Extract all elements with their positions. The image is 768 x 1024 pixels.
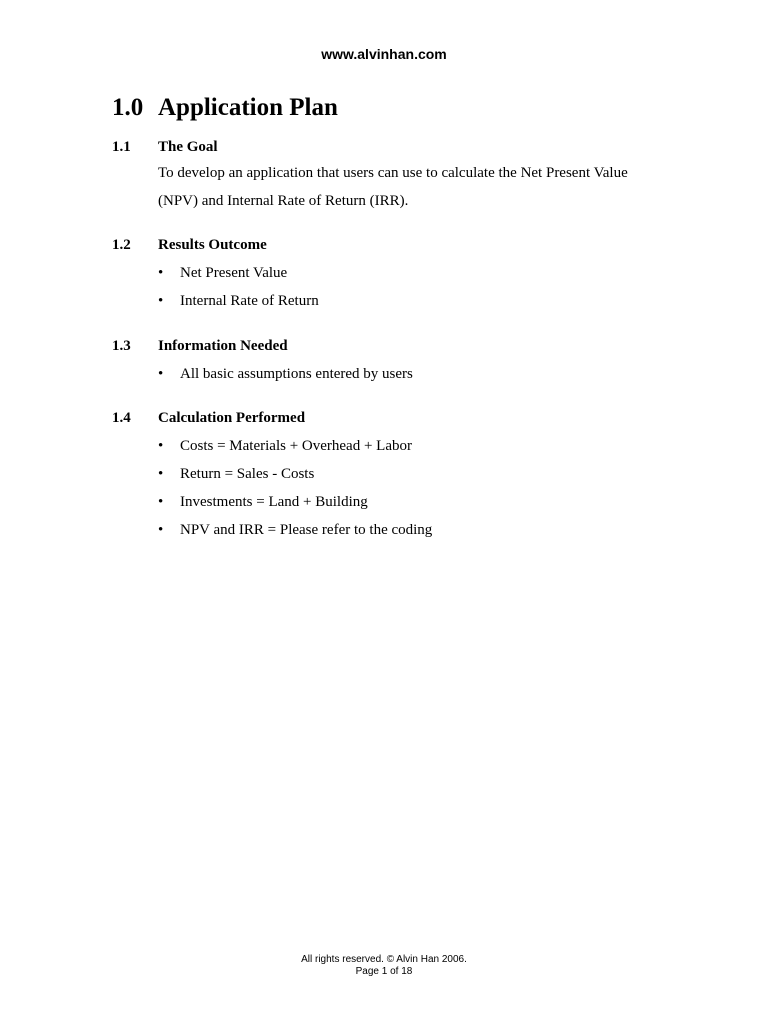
page-header-site-url: www.alvinhan.com — [321, 46, 447, 62]
goal-paragraph — [158, 159, 658, 215]
bullet-icon: • — [158, 522, 164, 538]
section-number: 1.3 — [112, 338, 131, 354]
section-number: 1.4 — [112, 410, 131, 426]
section-title: Results Outcome — [158, 237, 267, 253]
bullet-icon: • — [158, 438, 164, 454]
bullet-icon: • — [158, 293, 164, 309]
list-item — [158, 516, 432, 544]
list-item-text: Internal Rate of Return — [180, 293, 319, 309]
results-outcome-list — [158, 259, 319, 315]
footer-page-number: Page 1 of 18 — [355, 966, 413, 977]
bullet-icon: • — [158, 494, 164, 510]
list-item-text: NPV and IRR = Please refer to the coding — [180, 522, 433, 538]
list-item — [158, 259, 319, 287]
list-item-text: Net Present Value — [180, 265, 288, 281]
list-item — [158, 287, 319, 315]
goal-paragraph-line-2: (NPV) and Internal Rate of Return (IRR). — [158, 193, 409, 209]
section-number: 1.1 — [112, 139, 131, 155]
list-item — [158, 460, 432, 488]
footer-copyright: All rights reserved. © Alvin Han 2006. — [301, 954, 467, 965]
page-footer — [0, 954, 768, 978]
information-needed-list — [158, 360, 413, 388]
calculation-performed-list — [158, 432, 432, 544]
section-title: Information Needed — [158, 338, 288, 354]
list-item-text: All basic assumptions entered by users — [180, 366, 413, 382]
bullet-icon: • — [158, 265, 164, 281]
page-title-text: Application Plan — [158, 94, 338, 121]
list-item — [158, 432, 432, 460]
section-title: The Goal — [158, 139, 218, 155]
section-heading-goal — [112, 137, 218, 157]
list-item-text: Return = Sales - Costs — [180, 466, 315, 482]
list-item-text: Costs = Materials + Overhead + Labor — [180, 438, 412, 454]
bullet-icon: • — [158, 366, 164, 382]
section-heading-information-needed — [112, 336, 288, 356]
list-item-text: Investments = Land + Building — [180, 494, 368, 510]
list-item — [158, 488, 432, 516]
page-title — [112, 92, 338, 124]
page-title-number: 1.0 — [112, 94, 144, 121]
list-item — [158, 360, 413, 388]
bullet-icon: • — [158, 466, 164, 482]
section-heading-results-outcome — [112, 235, 267, 255]
section-title: Calculation Performed — [158, 410, 306, 426]
section-number: 1.2 — [112, 237, 131, 253]
goal-paragraph-line-1: To develop an application that users can use to calculate the Net Present Value — [158, 165, 628, 181]
section-heading-calculation-performed — [112, 408, 305, 428]
